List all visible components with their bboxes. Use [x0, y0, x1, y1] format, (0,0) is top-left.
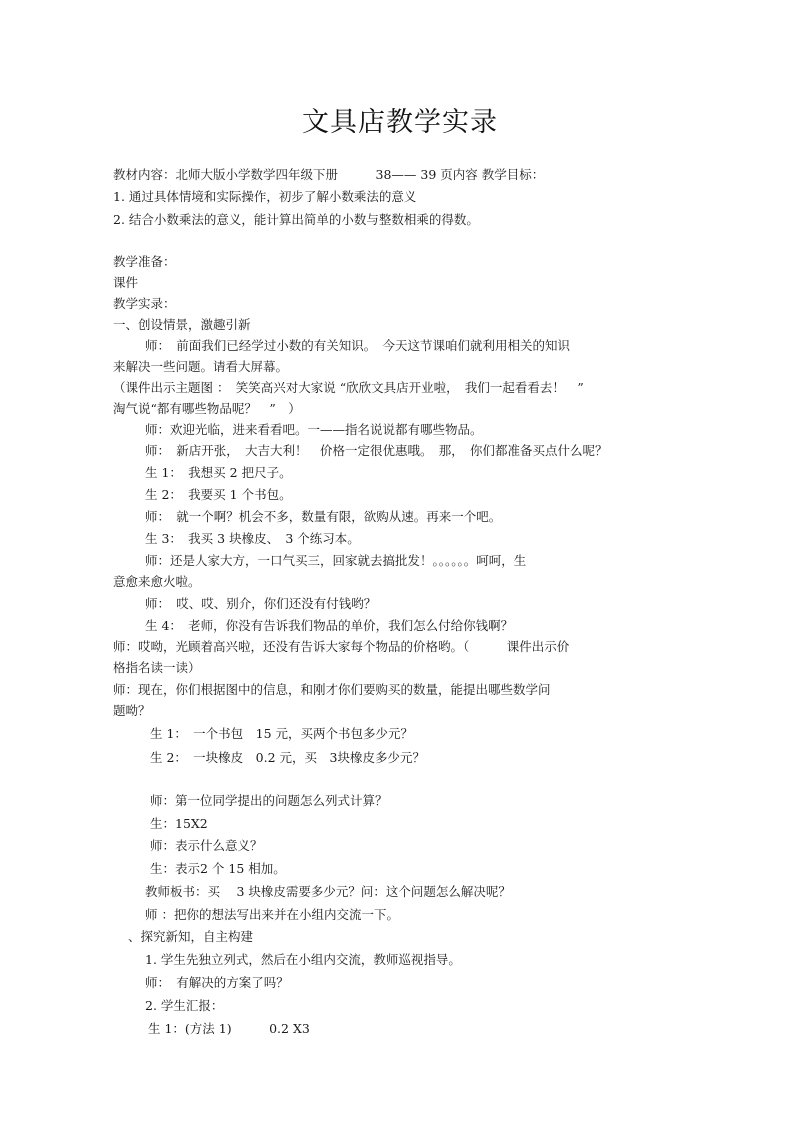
dialogue-line: 生 1：(方法 1) 0.2 X3 [148, 1021, 310, 1036]
dialogue-line: 师：第一位同学提出的问题怎么列式计算？ [150, 793, 388, 808]
materials-line: 教材内容：北师大版小学数学四年级下册 38—— 39 页内容 教学目标： [113, 167, 545, 182]
paragraph-line: 来解决一些问题。请看大屏幕。 [113, 359, 289, 374]
dialogue-line: 师 ：把你的想法写出来并在小组内交流一下。 [145, 907, 399, 922]
prep-value: 课件 [113, 275, 139, 290]
dialogue-line: 师：现在，你们根据图中的信息，和刚才你们要购买的数量，能提出哪些数学问 [113, 682, 551, 697]
dialogue-line: 生 3： 我买 3 块橡皮、 3 个练习本。 [145, 531, 360, 546]
dialogue-line: 1. 学生先独立列式，然后在小组内交流，教师巡视指导。 [145, 952, 461, 967]
dialogue-line: 2. 学生汇报： [145, 998, 224, 1013]
dialogue-line: 师： 新店开张， 大吉大利！ 价格一定很优惠哦。 那， 你们都准备买点什么呢？ [145, 443, 608, 458]
prep-heading: 教学准备： [113, 254, 176, 269]
dialogue-line: 生 1： 一个书包 15 元，买两个书包多少元？ [150, 726, 414, 741]
section-heading-2: 、探究新知，自主构建 [128, 929, 254, 944]
dialogue-line: 意愈来愈火啦。 [113, 574, 201, 589]
dialogue-line: 师：欢迎光临，进来看看吧。一——指名说说都有哪些物品。 [145, 422, 483, 437]
paragraph-line: （课件出示主题图 ： 笑笑高兴对大家说 “欣欣文具店开业啦， 我们一起看看去！ ” [113, 380, 584, 395]
dialogue-line: 生 4： 老师，你没有告诉我们物品的单价，我们怎么付给你钱啊？ [145, 618, 514, 633]
dialogue-line: 师：还是人家大方，一口气买三，回家就去搞批发！。。。。。。呵呵，生 [145, 553, 527, 568]
dialogue-line: 师： 哎、哎、别介，你们还没有付钱哟？ [145, 596, 377, 611]
dialogue-line: 生 1： 我想买 2 把尺子。 [145, 465, 292, 480]
dialogue-line: 生 2： 一块橡皮 0.2 元，买 3块橡皮多少元？ [150, 750, 425, 765]
dialogue-line: 师： 就一个啊？机会不多，数量有限，欲购从速。再来一个吧。 [145, 509, 502, 524]
goal-2-line: 2. 结合小数乘法的意义，能计算出简单的小数与整数相乘的得数。 [113, 212, 479, 227]
dialogue-line: 师：表示什么意义？ [150, 838, 263, 853]
dialogue-line: 题呦？ [113, 703, 151, 718]
paragraph-line: 师： 前面我们已经学过小数的有关知识。 今天这节课咱们就利用相关的知识 [145, 338, 571, 353]
dialogue-line: 师： 有解决的方案了吗？ [145, 975, 289, 990]
dialogue-line: 格指名读一读） [113, 660, 201, 675]
document-title: 文具店教学实录 [302, 107, 498, 138]
dialogue-line: 教师板书：买 3 块橡皮需要多少元？问：这个问题怎么解决呢？ [145, 884, 511, 899]
dialogue-line: 师：哎呦，光顾着高兴啦，还没有告诉大家每个物品的价格哟。（ 课件出示价 [113, 639, 570, 654]
dialogue-line: 生：表示2 个 15 相加。 [150, 861, 286, 876]
section-heading-1: 一、创设情景，激趣引新 [113, 317, 251, 332]
paragraph-line: 淘气说“都有哪些物品呢？ ” ） [113, 401, 301, 416]
dialogue-line: 生 2： 我要买 1 个书包。 [145, 487, 292, 502]
dialogue-line: 生：15X2 [150, 816, 208, 831]
record-heading: 教学实录： [113, 296, 176, 311]
goal-1-line: 1. 通过具体情境和实际操作，初步了解小数乘法的意义 [113, 189, 417, 204]
